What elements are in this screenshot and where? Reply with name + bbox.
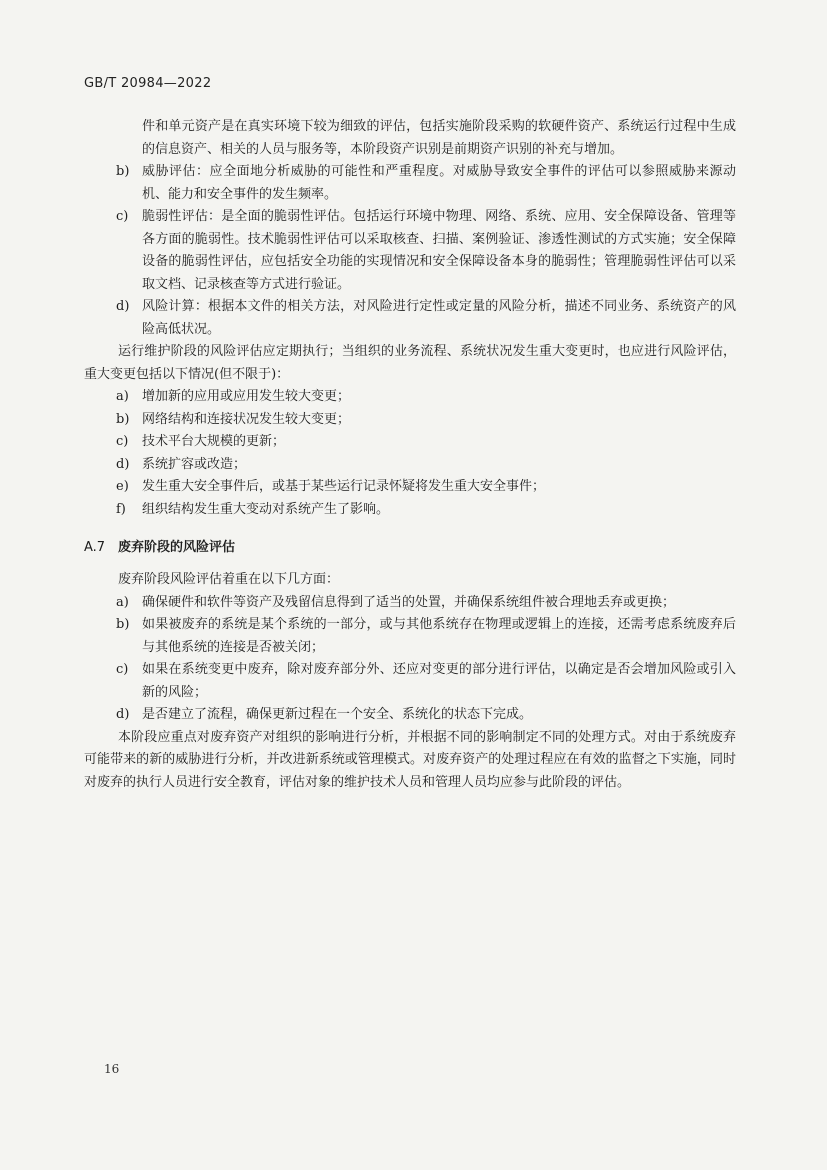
list-text: 技术平台大规模的更新；	[142, 434, 286, 449]
list-item	[84, 499, 736, 522]
list-item	[84, 206, 736, 296]
list-text: 发生重大安全事件后，或基于某些运行记录怀疑将发生重大安全事件；	[142, 479, 546, 494]
list-text: 网络结构和连接状况发生较大变更；	[142, 411, 351, 427]
body-paragraph: 本阶段应重点对废弃资产对组织的影响进行分析，并根据不同的影响制定不同的处理方式。对由于系统废弃可能带来的新的威胁进行分析，并改进新系统或管理模式。对废弃资产的处理过程应在有效的监督之下实施，同时对废弃的执行人员进行安全教育，评估对象的维护技术人员和管理人员均应参与此阶段的评估。	[84, 729, 736, 790]
list-item	[84, 409, 736, 432]
body-paragraph: 废弃阶段风险评估着重在以下几方面：	[118, 572, 340, 587]
continuation-paragraph: 件和单元资产是在真实环境下较为细致的评估，包括实施阶段采购的软硬件资产、系统运行过程中生成的信息资产、相关的人员与服务等，本阶段资产识别是前期资产识别的补充与增加。	[142, 119, 736, 157]
list-item	[84, 614, 736, 659]
list-label: c)	[116, 662, 129, 677]
section-number: A.7	[84, 540, 106, 555]
section-heading	[84, 537, 736, 559]
list-item	[84, 386, 736, 409]
list-item	[84, 476, 736, 499]
list-item	[84, 431, 736, 454]
list-text: 威胁评估：应全面地分析威胁的可能性和严重程度。对威胁导致安全事件的评估可以参照威胁来源动机、能力和安全事件的发生频率。	[142, 164, 736, 202]
list-label: e)	[116, 479, 129, 494]
list-text: 如果被废弃的系统是某个系统的一部分，或与其他系统存在物理或逻辑上的连接，还需考虑系统废弃后与其他系统的连接是否被关闭；	[142, 617, 736, 655]
list-text: 是否建立了流程，确保更新过程在一个安全、系统化的状态下完成。	[142, 707, 533, 722]
document-body	[84, 116, 736, 794]
list-item	[84, 592, 736, 615]
list-text: 组织结构发生重大变动对系统产生了影响。	[142, 501, 390, 517]
list-label: d)	[116, 456, 130, 472]
body-paragraph: 运行维护阶段的风险评估应定期执行；当组织的业务流程、系统状况发生重大变更时，也应进行风险评估，重大变更包括以下情况(但不限于)：	[84, 344, 736, 382]
list-label: b)	[116, 617, 130, 632]
list-text: 如果在系统变更中废弃，除对废弃部分外、还应对变更的部分进行评估，以确定是否会增加风险或引入新的风险；	[142, 662, 736, 700]
list-item	[84, 704, 736, 727]
list-label: d)	[116, 299, 130, 314]
list-item	[84, 296, 736, 341]
list-label: a)	[116, 389, 129, 404]
list-label: a)	[116, 594, 129, 610]
list-text: 确保硬件和软件等资产及残留信息得到了适当的处置，并确保系统组件被合理地丢弃或更换；	[142, 594, 676, 610]
list-label: b)	[116, 164, 130, 179]
list-label: c)	[116, 434, 129, 449]
list-item	[84, 161, 736, 206]
page-number: 16	[104, 1062, 120, 1076]
section-title: 废弃阶段的风险评估	[118, 540, 236, 555]
list-text: 风险计算：根据本文件的相关方法，对风险进行定性或定量的风险分析，描述不同业务、系统资产的风险高低状况。	[142, 299, 736, 337]
list-label: f)	[116, 501, 126, 517]
standard-header: GB/T 20984—2022	[84, 76, 212, 91]
list-item	[84, 659, 736, 704]
list-label: d)	[116, 707, 130, 722]
list-text: 系统扩容或改造；	[142, 456, 247, 472]
list-text: 脆弱性评估：是全面的脆弱性评估。包括运行环境中物理、网络、系统、应用、安全保障设备、管理等各方面的脆弱性。技术脆弱性评估可以采取核查、扫描、案例验证、渗透性测试的方式实施；安全保障设备的脆弱性评估，应包括安全功能的实现情况和安全保障设备本身的脆弱性；管理脆弱性评估可以采取文档、记录核查等方式进行验证。	[142, 209, 736, 292]
list-label: b)	[116, 411, 130, 427]
list-text: 增加新的应用或应用发生较大变更；	[142, 389, 351, 404]
list-item	[84, 454, 736, 477]
list-label: c)	[116, 209, 129, 224]
